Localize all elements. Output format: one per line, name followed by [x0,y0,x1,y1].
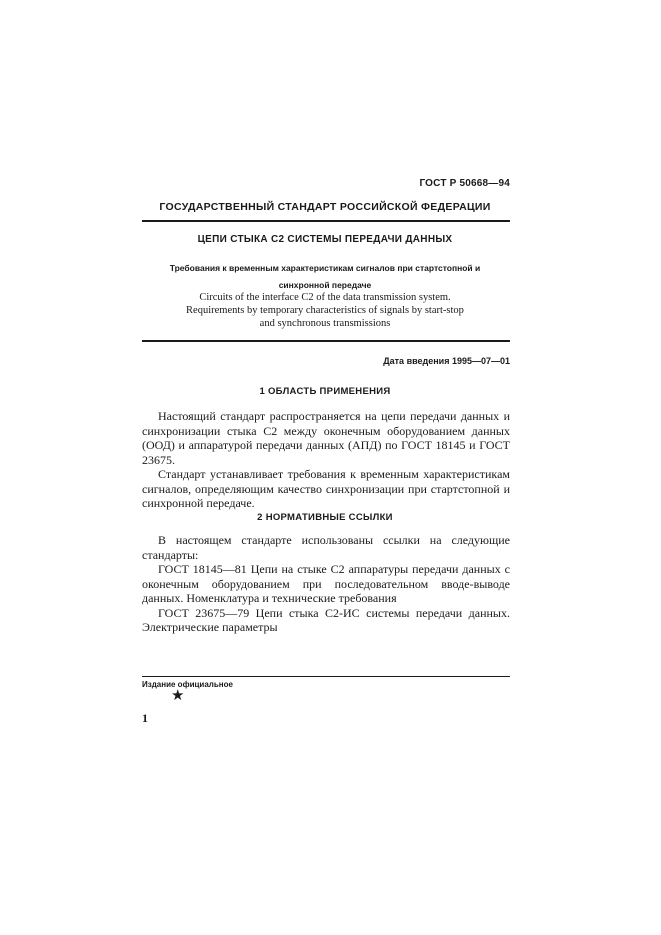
section-2-body [142,533,510,635]
reference-item: ГОСТ 23675—79 Цепи стыка С2-ИС системы передачи данных. Электрические параметры [142,605,510,634]
star-icon: ★ [171,688,185,704]
subtitle-en-line1: Circuits of the interface C2 of the data transmission system. [199,292,451,303]
subtitle-ru-line1: Требования к временным характеристикам сигналов при стартстопной и [169,263,481,273]
title-rule-bottom [142,340,510,342]
section-1-body [142,409,510,511]
reference-item: ГОСТ 18145—81 Цепи на стыке С2 аппаратуры передачи данных с оконечным оборудованием при последовательном вводе-выводе данных. Номенклатура и технические требования [142,562,510,605]
title-rule-top [142,220,510,222]
section-1-heading: 1 ОБЛАСТЬ ПРИМЕНЕНИЯ [259,386,391,397]
section-2-intro: В настоящем стандарте использованы ссылки на следующие стандарты: [142,533,510,562]
section-1-paragraph-2: Стандарт устанавливает требования к временным характеристикам сигналов, определяющим качество синхронизации при стартстопной и синхронной передаче. [142,467,510,510]
subtitle-ru-line2: синхронной передаче [278,280,372,290]
introduction-date: Дата введения 1995—07—01 [383,356,510,366]
section-2-heading: 2 НОРМАТИВНЫЕ ССЫЛКИ [257,512,393,523]
subtitle-en [150,291,500,330]
subtitle-ru [150,260,500,294]
subtitle-en-line2: Requirements by temporary characteristics of signals by start-stop [186,305,464,316]
page-number: 1 [142,711,148,725]
gost-code: ГОСТ Р 50668—94 [419,178,510,189]
standard-title: ЦЕПИ СТЫКА С2 СИСТЕМЫ ПЕРЕДАЧИ ДАННЫХ [197,234,453,245]
edition-label: Издание официальное [142,680,233,689]
footer-rule [142,676,510,677]
state-standard-heading: ГОСУДАРСТВЕННЫЙ СТАНДАРТ РОССИЙСКОЙ ФЕДЕРАЦИИ [159,201,491,213]
section-1-paragraph-1: Настоящий стандарт распространяется на цепи передачи данных и синхронизации стыка С2 между оконечным оборудованием данных (ООД) и аппаратурой передачи данных (АПД) по ГОСТ 18145 и ГОСТ 23675. [142,409,510,467]
subtitle-en-line3: and synchronous transmissions [259,318,391,329]
